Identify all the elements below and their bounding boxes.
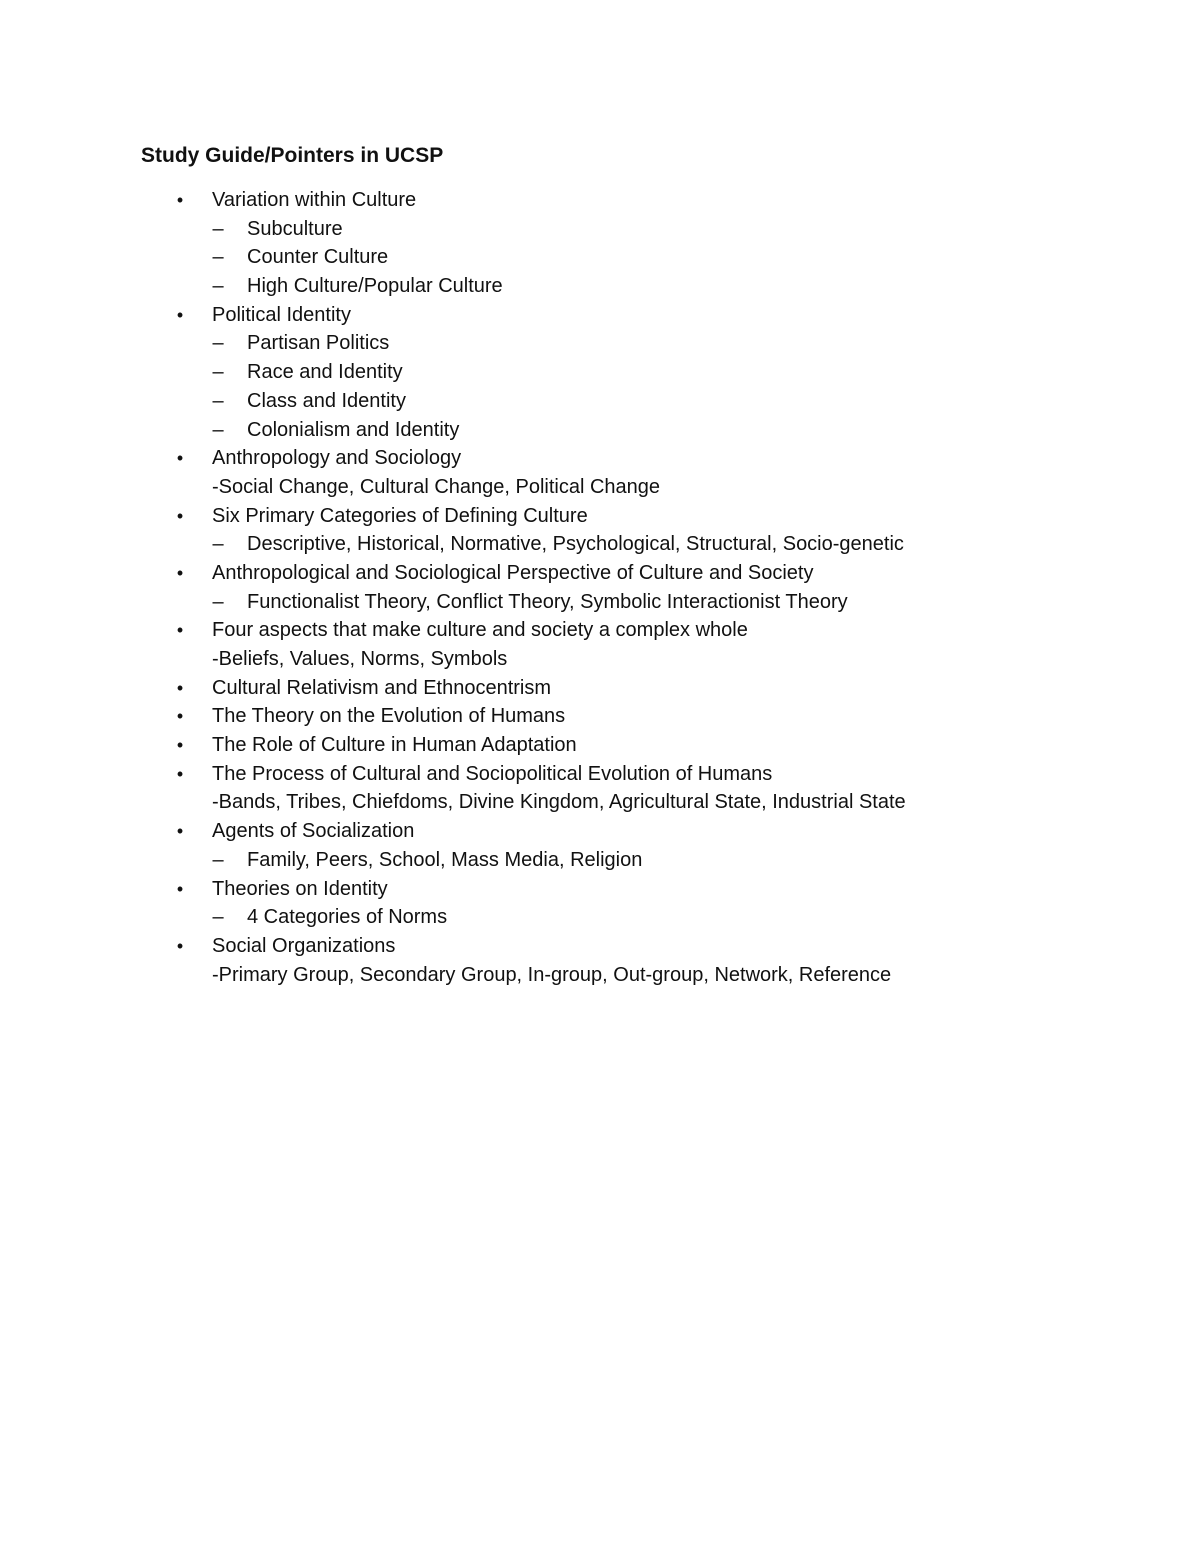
list-item-label: Political Identity [212, 303, 351, 326]
list-item [0, 760, 1200, 789]
sub-list-item-label: 4 Categories of Norms [247, 906, 448, 929]
bullet-icon: • [176, 304, 184, 325]
list-item-label: Social Organizations [212, 934, 396, 957]
list-item [0, 186, 1200, 215]
bullet-icon: • [176, 706, 184, 727]
dash-icon: – [212, 332, 224, 355]
sub-list-item-label: Partisan Politics [247, 332, 390, 355]
list-item-note-text: -Bands, Tribes, Chiefdoms, Divine Kingdom, Agricultural State, Industrial State [212, 791, 906, 814]
bullet-icon: • [176, 562, 184, 583]
list-item-note [0, 788, 1200, 817]
sub-list-item [0, 243, 1200, 272]
list-item [0, 932, 1200, 961]
bullet-icon: • [176, 935, 184, 956]
list-item-label: The Theory on the Evolution of Humans [212, 705, 566, 728]
dash-icon: – [212, 590, 224, 613]
list-item-label: The Process of Cultural and Sociopolitical Evolution of Humans [212, 762, 773, 785]
list-item-label: Agents of Socialization [212, 820, 415, 843]
list-item-note [0, 473, 1200, 502]
dash-icon: – [212, 533, 224, 556]
list-item [0, 616, 1200, 645]
sub-list-item [0, 846, 1200, 875]
bullet-icon: • [176, 763, 184, 784]
dash-icon: – [212, 906, 224, 929]
document-title: Study Guide/Pointers in UCSP [141, 144, 444, 167]
list-item [0, 674, 1200, 703]
sub-list-item [0, 530, 1200, 559]
bullet-icon: • [176, 505, 184, 526]
bullet-icon: • [176, 878, 184, 899]
list-item [0, 502, 1200, 531]
sub-list-item [0, 416, 1200, 445]
sub-list-item-label: High Culture/Popular Culture [247, 275, 503, 298]
list-item [0, 559, 1200, 588]
list-item-note [0, 645, 1200, 674]
sub-list-item [0, 387, 1200, 416]
sub-list-item [0, 588, 1200, 617]
list-item [0, 817, 1200, 846]
bullet-icon: • [176, 735, 184, 756]
sub-list-item-label: Race and Identity [247, 361, 403, 384]
sub-list-item-label: Colonialism and Identity [247, 418, 460, 441]
bullet-icon: • [176, 448, 184, 469]
sub-list-item-label: Family, Peers, School, Mass Media, Religion [247, 848, 643, 871]
sub-list-item [0, 903, 1200, 932]
list-item-label: Anthropological and Sociological Perspective of Culture and Society [212, 561, 814, 584]
list-item-label: Cultural Relativism and Ethnocentrism [212, 676, 552, 699]
dash-icon: – [212, 389, 224, 412]
list-item-label: Variation within Culture [212, 189, 417, 211]
sub-list-item [0, 329, 1200, 358]
bullet-icon: • [176, 677, 184, 698]
list-item-label: The Role of Culture in Human Adaptation [212, 734, 577, 757]
list-item-note-text: -Beliefs, Values, Norms, Symbols [212, 648, 508, 670]
list-item-label: Four aspects that make culture and society a complex whole [212, 619, 748, 642]
sub-list-item [0, 272, 1200, 301]
sub-list-item-label: Functionalist Theory, Conflict Theory, Symbolic Interactionist Theory [247, 590, 848, 613]
list-item-note-text: -Social Change, Cultural Change, Political Change [212, 475, 661, 498]
sub-list-item [0, 358, 1200, 387]
dash-icon: – [212, 217, 224, 240]
sub-list-item-label: Subculture [247, 217, 343, 240]
list-item-note-text: -Primary Group, Secondary Group, In-group, Out-group, Network, Reference [212, 963, 892, 986]
list-item [0, 702, 1200, 731]
dash-icon: – [212, 361, 224, 384]
list-item-label: Six Primary Categories of Defining Culture [212, 504, 588, 527]
dash-icon: – [212, 275, 224, 298]
sub-list-item [0, 215, 1200, 244]
sub-list-item-label: Class and Identity [247, 389, 406, 412]
list-item [0, 301, 1200, 330]
dash-icon: – [212, 246, 224, 269]
bullet-icon: • [176, 620, 184, 641]
list-item [0, 444, 1200, 473]
bullet-icon: • [176, 821, 184, 842]
list-item-label: Anthropology and Sociology [212, 447, 462, 470]
list-item-note [0, 961, 1200, 990]
sub-list-item-label: Counter Culture [247, 246, 389, 269]
dash-icon: – [212, 418, 224, 441]
sub-list-item-label: Descriptive, Historical, Normative, Psychological, Structural, Socio-genetic [247, 533, 904, 556]
outline-list [0, 186, 1200, 989]
list-item [0, 875, 1200, 904]
list-item [0, 731, 1200, 760]
list-item-label: Theories on Identity [212, 877, 388, 900]
bullet-icon: • [176, 190, 184, 210]
dash-icon: – [212, 848, 224, 871]
